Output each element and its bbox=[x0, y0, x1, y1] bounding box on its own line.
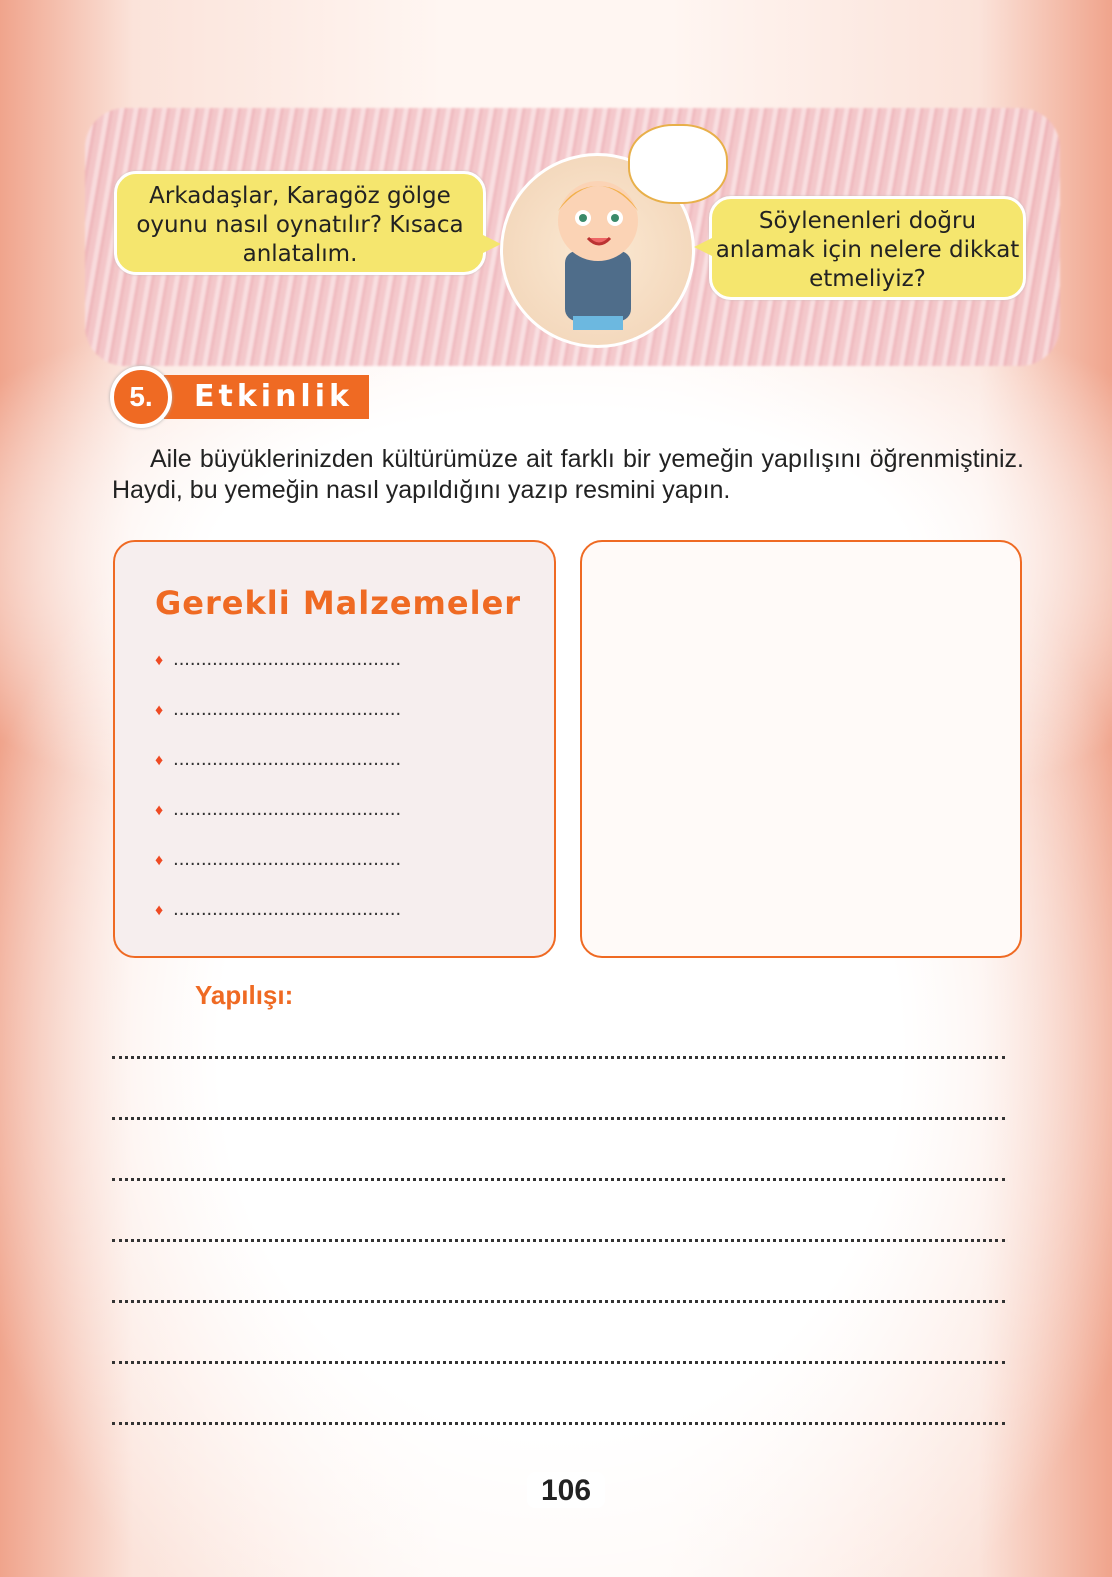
method-line[interactable] bbox=[112, 1178, 1005, 1181]
speech-bubble-right: Söylenenleri doğru anlamak için nelere dikkat etmeliyiz? bbox=[709, 196, 1026, 300]
ingredient-line[interactable]: ♦ ......................................... bbox=[155, 848, 401, 870]
ingredients-box bbox=[113, 540, 556, 958]
page-number: 106 bbox=[527, 1472, 605, 1508]
drawing-area[interactable] bbox=[580, 540, 1022, 958]
ingredients-heading: Gerekli Malzemeler bbox=[155, 584, 522, 622]
ingredient-line[interactable]: ♦ ......................................... bbox=[155, 698, 401, 720]
empty-speech-bubble bbox=[628, 124, 728, 204]
ingredient-line[interactable]: ♦ ......................................... bbox=[155, 648, 401, 670]
diamond-bullet-icon: ♦ bbox=[155, 652, 164, 669]
diamond-bullet-icon: ♦ bbox=[155, 802, 164, 819]
ingredient-line[interactable]: ♦ ......................................... bbox=[155, 798, 401, 820]
activity-number: 5. bbox=[110, 366, 172, 428]
activity-badge bbox=[110, 366, 369, 428]
diamond-bullet-icon: ♦ bbox=[155, 702, 164, 719]
instruction-text: Aile büyüklerinizden kültürümüze ait farklı bir yemeğin yapılışını öğrenmiştiniz. Haydi, bu yemeğin nasıl yapıldığını yazıp resmini yapın. bbox=[112, 445, 1024, 504]
diamond-bullet-icon: ♦ bbox=[155, 902, 164, 919]
method-line[interactable] bbox=[112, 1117, 1005, 1120]
ingredient-line[interactable]: ♦ ......................................... bbox=[155, 898, 401, 920]
method-line[interactable] bbox=[112, 1361, 1005, 1364]
method-line[interactable] bbox=[112, 1056, 1005, 1059]
activity-title: Etkinlik bbox=[164, 375, 369, 419]
method-line[interactable] bbox=[112, 1300, 1005, 1303]
method-heading: Yapılışı: bbox=[195, 980, 294, 1010]
diamond-bullet-icon: ♦ bbox=[155, 852, 164, 869]
method-line[interactable] bbox=[112, 1422, 1005, 1425]
speech-bubble-left: Arkadaşlar, Karagöz gölge oyunu nasıl oynatılır? Kısaca anlatalım. bbox=[114, 171, 486, 275]
method-line[interactable] bbox=[112, 1239, 1005, 1242]
diamond-bullet-icon: ♦ bbox=[155, 752, 164, 769]
ingredient-line[interactable]: ♦ ......................................... bbox=[155, 748, 401, 770]
